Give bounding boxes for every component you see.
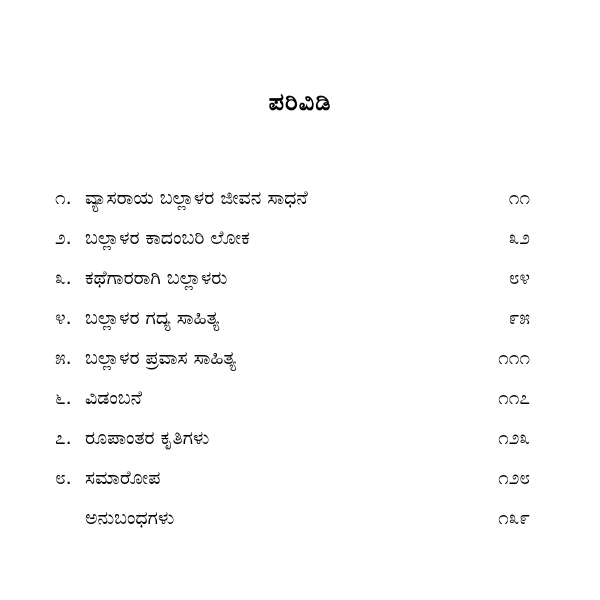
toc-entry-page: ೧೩೯ bbox=[498, 507, 530, 529]
page-title: ಪರಿವಿಡಿ bbox=[268, 88, 332, 116]
toc-entry-title: ಬಲ್ಲಾಳರ ಕಾದಂಬರಿ ಲೋಕ bbox=[85, 227, 250, 249]
toc-entry bbox=[55, 258, 530, 298]
toc-entry-number: ೪. bbox=[55, 307, 72, 329]
toc-entry-number: ೨. bbox=[55, 227, 72, 249]
toc-entry-number: ೧. bbox=[55, 187, 72, 209]
toc-entry bbox=[55, 418, 530, 458]
toc-entry-page: ೧೨೩ bbox=[498, 427, 530, 449]
toc-entry-page: ೧೧೧ bbox=[498, 347, 530, 369]
toc-entry-number: ೮. bbox=[55, 467, 72, 489]
toc-entry-title: ಕಥೆಗಾರರಾಗಿ ಬಲ್ಲಾಳರು bbox=[85, 267, 228, 289]
toc-entry-title: ಬಲ್ಲಾಳರ ಗದ್ಯ ಸಾಹಿತ್ಯ bbox=[85, 307, 220, 329]
toc-entry-number: ೩. bbox=[55, 267, 72, 289]
table-of-contents bbox=[55, 178, 530, 538]
toc-entry-page: ೧೧ bbox=[508, 187, 530, 209]
toc-entry-page: ೩೨ bbox=[508, 227, 530, 249]
toc-entry bbox=[55, 218, 530, 258]
toc-entry-title: ರೂಪಾಂತರ ಕೃತಿಗಳು bbox=[85, 427, 210, 449]
toc-entry bbox=[55, 338, 530, 378]
toc-entry-title: ಸಮಾರೋಪ bbox=[85, 467, 161, 489]
toc-entry bbox=[55, 458, 530, 498]
toc-entry bbox=[55, 378, 530, 418]
toc-entry-page: ೯೫ bbox=[508, 307, 530, 329]
toc-entry-title: ವ್ಯಾಸರಾಯ ಬಲ್ಲಾಳರ ಜೀವನ ಸಾಧನೆ bbox=[85, 187, 308, 209]
toc-entry-number: ೫. bbox=[55, 347, 72, 369]
toc-entry-number: ೭. bbox=[55, 427, 72, 449]
toc-entry bbox=[55, 498, 530, 538]
toc-entry-title: ಬಲ್ಲಾಳರ ಪ್ರವಾಸ ಸಾಹಿತ್ಯ bbox=[85, 347, 237, 369]
toc-entry-title: ವಿಡಂಬನೆ bbox=[85, 387, 142, 409]
toc-entry-page: ೮೪ bbox=[508, 267, 530, 289]
toc-entry-page: ೧೨೮ bbox=[498, 467, 530, 489]
toc-entry-number: ೬. bbox=[55, 387, 72, 409]
toc-entry-title: ಅನುಬಂಧಗಳು bbox=[85, 507, 175, 529]
toc-entry bbox=[55, 178, 530, 218]
toc-entry-page: ೧೧೭ bbox=[498, 387, 530, 409]
toc-entry bbox=[55, 298, 530, 338]
